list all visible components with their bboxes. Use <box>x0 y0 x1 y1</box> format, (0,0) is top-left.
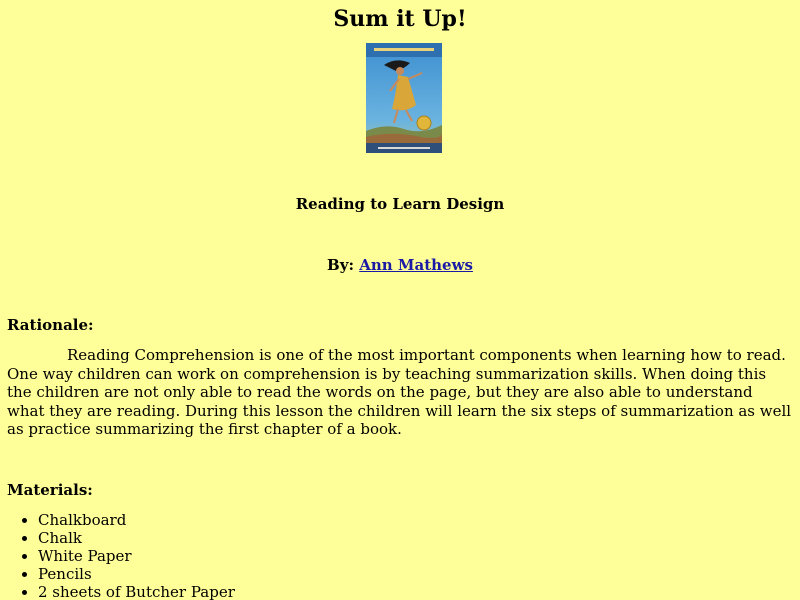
list-item: • Chalk <box>38 529 235 547</box>
list-item: • Pencils <box>38 565 235 583</box>
list-item: • 2 sheets of Butcher Paper <box>38 583 235 600</box>
author-link[interactable]: Ann Mathews <box>359 256 473 274</box>
list-item: • Chalkboard <box>38 511 235 529</box>
byline-prefix: By: <box>327 256 354 274</box>
list-item: • White Paper <box>38 547 235 565</box>
book-cover-image <box>366 43 442 153</box>
materials-heading: Materials: <box>7 481 93 499</box>
rationale-paragraph: Reading Comprehension is one of the most important components when learning how to read. One way children can work on comprehension is by teaching summarization skills. When doing this the children are not only able to read the words on the page, but they are also able to understand what they are reading. During this lesson the children will learn the six steps of summarization as well as practice summarizing the first chapter of a book. <box>7 346 792 438</box>
materials-list <box>7 511 235 600</box>
byline <box>0 256 800 274</box>
lesson-subtitle: Reading to Learn Design <box>295 195 505 213</box>
rationale-heading: Rationale: <box>7 316 94 334</box>
page-title: Sum it Up! <box>333 6 467 32</box>
